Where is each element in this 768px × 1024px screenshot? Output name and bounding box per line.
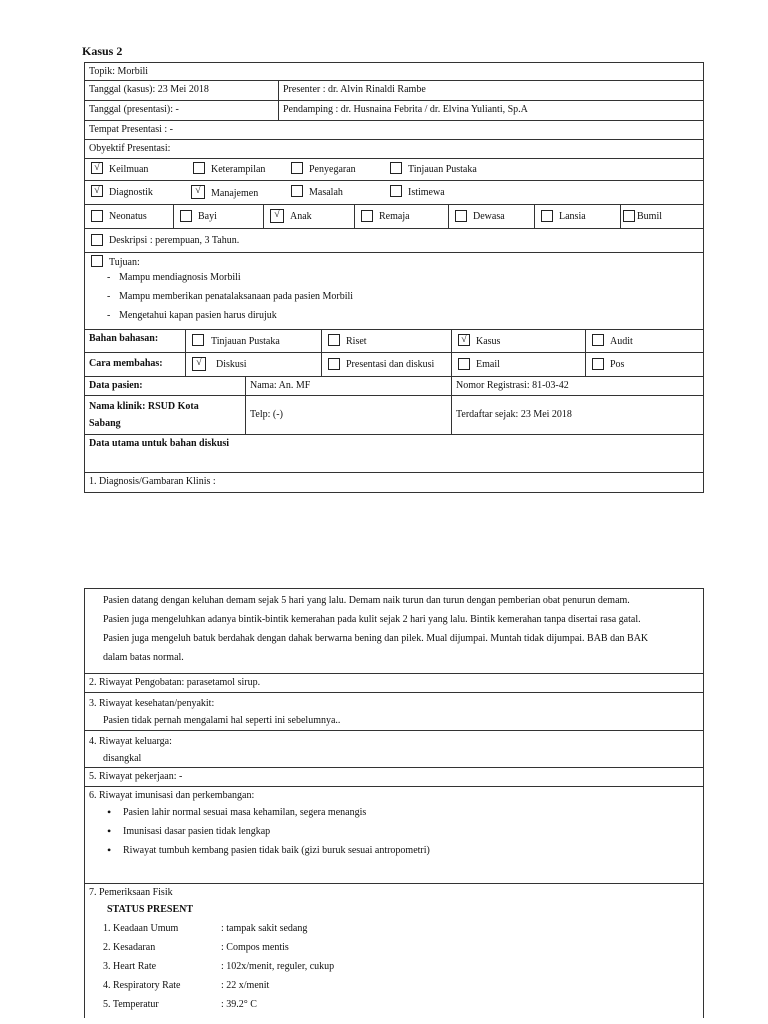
bahan-label: Bahan bahasan: [85, 330, 186, 352]
checkbox-icon[interactable] [91, 234, 103, 246]
page-title: Kasus 2 [82, 44, 123, 58]
riwayat-pengobatan-text: 2. Riwayat Pengobatan: parasetamol sirup. [89, 677, 261, 688]
cara-label: Cara membahas: [85, 353, 186, 376]
vital-row [103, 938, 699, 957]
nama-klinik [85, 396, 246, 434]
terdaftar-text: Terdaftar sejak: 23 Mei 2018 [456, 409, 572, 420]
obyektif-label: Obyektif Presentasi: [89, 143, 171, 154]
option-label: Bumil [637, 211, 663, 222]
age-bumil[interactable] [621, 205, 703, 228]
bahan-kasus[interactable] [452, 330, 585, 352]
tujuan-list [105, 268, 697, 325]
vital-row [103, 995, 699, 1014]
riwayat-keluarga-detail: disangkal [103, 753, 142, 764]
bahan-riset[interactable] [322, 330, 451, 352]
option-label: Audit [610, 335, 633, 347]
checkbox-icon[interactable]: √ [91, 185, 103, 197]
checkbox-icon[interactable] [328, 334, 340, 346]
riwayat-imunisasi [85, 787, 703, 862]
vital-label: 1. Keadaan Umum [103, 923, 179, 934]
checkbox-icon[interactable] [91, 210, 103, 222]
deskripsi-text: Deskripsi : perempuan, 3 Tahun. [109, 235, 240, 246]
age-anak[interactable] [264, 205, 354, 228]
checkbox-icon[interactable] [455, 210, 467, 222]
option-label: Tinjauan Pustaka [211, 335, 280, 347]
checkbox-icon[interactable]: √ [192, 357, 206, 371]
vital-label: 3. Heart Rate [103, 961, 157, 972]
checkbox-icon[interactable] [592, 358, 604, 370]
vital-row [103, 957, 699, 976]
klinis-line: Pasien juga mengeluh batuk berdahak dengan dahak berwarna bening dan pilek. Mual dijumpai. Muntah tidak dijumpai. BAB dan BAK [103, 633, 649, 644]
checkbox-icon[interactable] [361, 210, 373, 222]
list-item: - Mampu mendiagnosis Morbili [105, 268, 697, 287]
cara-email[interactable] [452, 353, 585, 376]
clinical-details-table [84, 588, 704, 1018]
checkbox-icon[interactable] [458, 358, 470, 370]
telp-text: Telp: (-) [246, 396, 452, 434]
vital-row [103, 976, 699, 995]
topik-text: Topik: Morbili [89, 66, 149, 77]
bahan-audit[interactable] [586, 330, 703, 352]
vital-value: : Compos mentis [221, 942, 289, 953]
option-label: Penyegaran [309, 163, 356, 175]
tanggal-kasus-text: Tanggal (kasus): 23 Mei 2018 [85, 81, 279, 100]
option-label: Anak [290, 211, 312, 222]
presentation-form-table [84, 62, 704, 493]
checkbox-icon[interactable] [291, 162, 303, 174]
option-label: Tinjauan Pustaka [408, 163, 477, 175]
cara-presentasi-diskusi[interactable] [322, 353, 451, 376]
cara-pos[interactable] [586, 353, 703, 376]
bahan-tinjauan-pustaka[interactable] [186, 330, 321, 352]
age-bayi[interactable] [174, 205, 263, 228]
vital-label: 5. Temperatur [103, 999, 159, 1010]
vital-value: : 39.2° C [221, 999, 257, 1010]
option-label: Manajemen [211, 187, 259, 199]
option-label: Neonatus [109, 211, 147, 222]
checkbox-icon[interactable] [592, 334, 604, 346]
option-tinjauan-pustaka[interactable] [390, 163, 477, 175]
riwayat-keluarga-label: 4. Riwayat keluarga: [89, 736, 172, 747]
option-diagnostik[interactable] [91, 186, 153, 198]
option-keterampilan[interactable] [193, 163, 265, 175]
age-dewasa[interactable] [449, 205, 534, 228]
tujuan-label: Tujuan: [109, 256, 140, 268]
option-label: Pos [610, 359, 625, 370]
data-utama-heading: Data utama untuk bahan diskusi [89, 438, 230, 449]
nomor-registrasi-text: Nomor Registrasi: 81-03-42 [456, 380, 569, 391]
option-label: Bayi [198, 211, 217, 222]
option-label: Lansia [559, 211, 586, 222]
option-istimewa[interactable] [390, 186, 445, 198]
riwayat-imunisasi-label: 6. Riwayat imunisasi dan perkembangan: [89, 790, 255, 801]
checkbox-icon[interactable]: √ [270, 209, 284, 223]
riwayat-keluarga [85, 731, 703, 769]
age-remaja[interactable] [355, 205, 448, 228]
checkbox-icon[interactable] [192, 334, 204, 346]
checkbox-icon[interactable] [193, 162, 205, 174]
option-manajemen[interactable] [191, 186, 258, 200]
nama-klinik-line1: Nama klinik: RSUD Kota [89, 401, 199, 412]
deskripsi-option[interactable] [85, 229, 239, 252]
option-label: Keilmuan [109, 163, 149, 175]
checkbox-icon[interactable]: √ [91, 162, 103, 174]
vital-row [103, 919, 699, 938]
diagnosis-label: 1. Diagnosis/Gambaran Klinis : [89, 476, 216, 487]
klinis-line: Pasien datang dengan keluhan demam sejak 5 hari yang lalu. Demam naik turun dan turun dengan pemberian obat penurun demam. [103, 595, 630, 606]
checkbox-icon[interactable]: √ [458, 334, 470, 346]
data-pasien-label: Data pasien: [85, 377, 246, 395]
riwayat-kesehatan [85, 693, 703, 731]
list-item: - Mampu memberikan penatalaksanaan pada pasien Morbili [105, 287, 697, 306]
riwayat-kesehatan-label: 3. Riwayat kesehatan/penyakit: [89, 698, 215, 709]
tujuan-option[interactable] [91, 256, 697, 268]
checkbox-icon[interactable] [91, 255, 103, 267]
vital-label: 4. Respiratory Rate [103, 980, 181, 991]
option-masalah[interactable] [291, 186, 343, 198]
cara-diskusi[interactable] [186, 353, 321, 376]
status-present-heading: STATUS PRESENT [107, 904, 194, 915]
tempat-text: Tempat Presentasi : - [89, 124, 173, 135]
tanggal-presentasi-text: Tanggal (presentasi): - [85, 101, 279, 120]
option-label: Dewasa [473, 211, 505, 222]
riwayat-kesehatan-detail: Pasien tidak pernah mengalami hal seperti ini sebelumnya.. [103, 715, 341, 726]
vitals-list [89, 919, 699, 1014]
checkbox-icon[interactable] [328, 358, 340, 370]
age-neonatus[interactable] [85, 205, 173, 228]
list-item: • Riwayat tumbuh kembang pasien tidak baik (gizi buruk sesuai antropometri) [103, 841, 699, 860]
checkbox-icon[interactable] [390, 185, 402, 197]
presenter-text: Presenter : dr. Alvin Rinaldi Rambe [283, 84, 426, 95]
klinis-line: dalam batas normal. [103, 652, 184, 663]
nama-klinik-line2: Sabang [89, 418, 121, 429]
checkbox-icon[interactable] [623, 210, 635, 222]
vital-value: : 102x/menit, reguler, cukup [221, 961, 335, 972]
riwayat-pekerjaan-text: 5. Riwayat pekerjaan: - [89, 771, 183, 782]
option-label: Diagnostik [109, 186, 153, 198]
option-label: Masalah [309, 186, 343, 198]
vital-value: : 22 x/menit [221, 980, 270, 991]
checkbox-icon[interactable]: √ [191, 185, 205, 199]
option-label: Kasus [476, 335, 501, 347]
option-label: Riset [346, 335, 367, 347]
option-label: Email [476, 359, 500, 370]
list-item: - Mengetahui kapan pasien harus dirujuk [105, 306, 697, 325]
option-penyegaran[interactable] [291, 163, 356, 175]
klinis-line: Pasien juga mengeluhkan adanya bintik-bintik kemerahan pada kulit sejak 2 hari yang lalu. Bintik kemerahan tanpa disertai rasa gatal. [103, 614, 641, 625]
vital-value: : tampak sakit sedang [221, 923, 308, 934]
option-label: Diskusi [216, 359, 247, 370]
checkbox-icon[interactable] [291, 185, 303, 197]
list-item: • Imunisasi dasar pasien tidak lengkap [103, 822, 699, 841]
list-item: • Pasien lahir normal sesuai masa kehamilan, segera menangis [103, 803, 699, 822]
option-label: Remaja [379, 211, 410, 222]
checkbox-icon[interactable] [390, 162, 402, 174]
checkbox-icon[interactable] [541, 210, 553, 222]
option-label: Presentasi dan diskusi [346, 359, 435, 370]
age-lansia[interactable] [535, 205, 620, 228]
pemeriksaan-label: 7. Pemeriksaan Fisik [89, 887, 173, 898]
option-label: Keterampilan [211, 163, 266, 175]
option-keilmuan[interactable] [91, 163, 148, 175]
vital-label: 2. Kesadaran [103, 942, 156, 953]
imunisasi-list [103, 803, 699, 860]
pemeriksaan-fisik [85, 884, 703, 1016]
checkbox-icon[interactable] [180, 210, 192, 222]
option-label: Istimewa [408, 186, 445, 198]
pendamping-text: Pendamping : dr. Husnaina Febrita / dr. Elvina Yulianti, Sp.A [283, 104, 528, 115]
nama-pasien-text: Nama: An. MF [246, 377, 452, 395]
klinis-paragraph [85, 589, 703, 669]
